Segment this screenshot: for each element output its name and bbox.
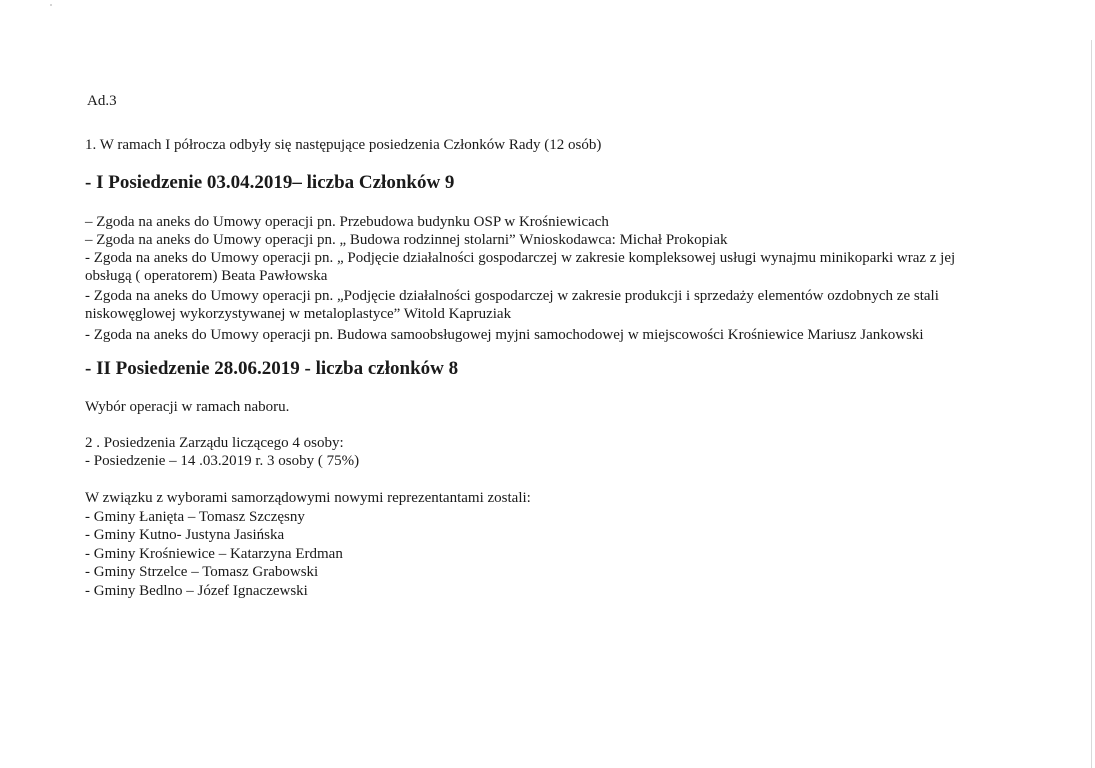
agenda-item-label: Ad.3 — [87, 93, 117, 109]
session1-item: obsługą ( operatorem) Beata Pawłowska — [85, 268, 328, 284]
representative-item: - Gminy Bedlno – Józef Ignaczewski — [85, 583, 308, 599]
session1-item: - Zgoda na aneks do Umowy operacji pn. „ Podjęcie działalności gospodarczej w zakresie kompleksowej usługi wynajmu minikoparki wraz z jej — [85, 250, 956, 266]
scan-edge-line — [1091, 40, 1092, 768]
scan-speck — [50, 4, 52, 6]
session2-text: Wybór operacji w ramach naboru. — [85, 399, 290, 415]
item2-line: - Posiedzenie – 14 .03.2019 r. 3 osoby ( 75%) — [85, 453, 360, 469]
representative-item: - Gminy Kutno- Justyna Jasińska — [85, 527, 285, 543]
session2-heading: - II Posiedzenie 28.06.2019 - liczba członków 8 — [85, 358, 459, 379]
item2-line: 2 . Posiedzenia Zarządu liczącego 4 osoby: — [85, 435, 344, 451]
session1-heading: - I Posiedzenie 03.04.2019– liczba Członków 9 — [85, 172, 455, 193]
session1-item: – Zgoda na aneks do Umowy operacji pn. „ Budowa rodzinnej stolarni” Wnioskodawca: Michał Prokopiak — [85, 232, 728, 248]
session1-item: - Zgoda na aneks do Umowy operacji pn. „Podjęcie działalności gospodarczej w zakresie produkcji i sprzedaży elementów ozdobnych ze stali — [85, 288, 939, 304]
session1-item: niskowęglowej wykorzystywanej w metaloplastyce” Witold Kapruziak — [85, 306, 512, 322]
representatives-intro: W związku z wyborami samorządowymi nowymi reprezentantami zostali: — [85, 490, 531, 506]
session1-item: - Zgoda na aneks do Umowy operacji pn. Budowa samoobsługowej myjni samochodowej w miejscowości Krośniewice Mariusz Jankowski — [85, 327, 924, 343]
representative-item: - Gminy Łanięta – Tomasz Szczęsny — [85, 509, 305, 525]
representative-item: - Gminy Krośniewice – Katarzyna Erdman — [85, 546, 343, 562]
item1-intro: 1. W ramach I półrocza odbyły się następujące posiedzenia Członków Rady (12 osób) — [85, 137, 602, 153]
session1-item: – Zgoda na aneks do Umowy operacji pn. Przebudowa budynku OSP w Krośniewicach — [85, 214, 609, 230]
representative-item: - Gminy Strzelce – Tomasz Grabowski — [85, 564, 319, 580]
